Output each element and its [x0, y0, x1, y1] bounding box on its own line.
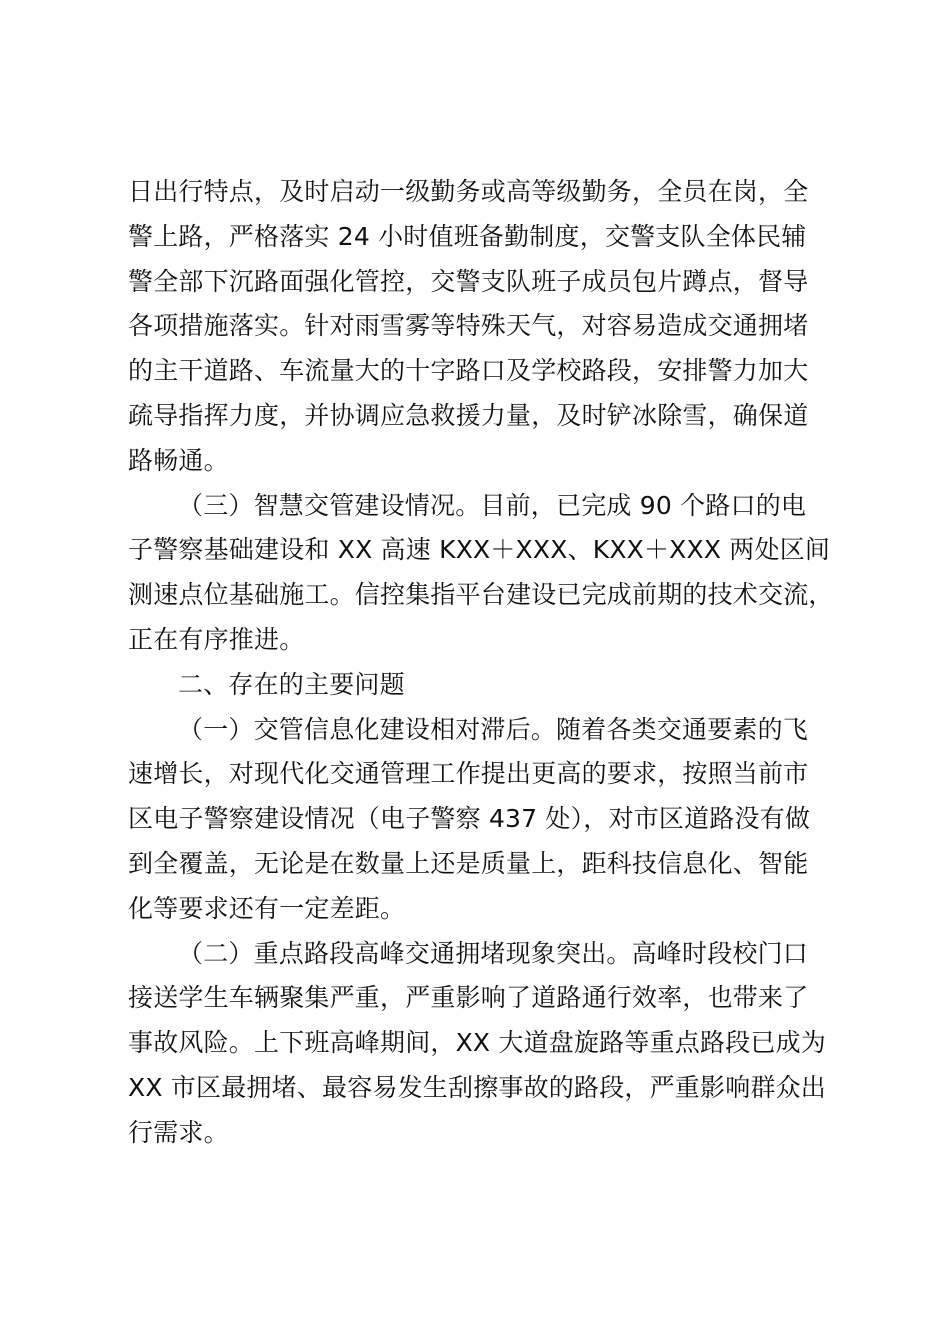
- document-body: [128, 170, 840, 1156]
- text-line: 速增长，对现代化交通管理工作提出更高的要求，按照当前市: [128, 759, 809, 789]
- text-line: 子警察基础建设和 XX 高速 KXX＋XXX、KXX＋XXX 两处区间: [128, 535, 831, 565]
- text-line: 接送学生车辆聚集严重，严重影响了道路通行效率，也带来了: [128, 983, 809, 1013]
- text-line: 正在有序推进。: [128, 624, 305, 654]
- text-line: 到全覆盖，无论是在数量上还是质量上，距科技信息化、智能: [128, 848, 809, 878]
- text-line: 区电子警察建设情况（电子警察 437 处），对市区道路没有做: [128, 804, 811, 834]
- text-line: XX 市区最拥堵、最容易发生刮擦事故的路段，严重影响群众出: [128, 1072, 827, 1102]
- text-line: 的主干道路、车流量大的十字路口及学校路段，安排警力加大: [128, 356, 809, 386]
- text-line: 化等要求还有一定差距。: [128, 893, 406, 923]
- text-line: 各项措施落实。针对雨雪雾等特殊天气，对容易造成交通拥堵: [128, 311, 809, 341]
- paragraph-start-line: （三）智慧交管建设情况。目前，已完成 90 个路口的电: [178, 490, 807, 520]
- text-line: 疏导指挥力度，并协调应急救援力量，及时铲冰除雪，确保道: [128, 400, 809, 430]
- text-line: 日出行特点，及时启动一级勤务或高等级勤务，全员在岗，全: [128, 177, 809, 206]
- text-line: 警上路，严格落实 24 小时值班备勤制度，交警支队全体民辅: [128, 221, 807, 251]
- text-line: 行需求。: [128, 1117, 229, 1147]
- section-heading: 二、存在的主要问题: [178, 669, 405, 699]
- text-line: 事故风险。上下班高峰期间，XX 大道盘旋路等重点路段已成为: [128, 1028, 827, 1058]
- text-line: 警全部下沉路面强化管控，交警支队班子成员包片蹲点，督导: [128, 266, 809, 296]
- paragraph-start-line: （一）交管信息化建设相对滞后。随着各类交通要素的飞: [178, 714, 809, 744]
- paragraph-start-line: （二）重点路段高峰交通拥堵现象突出。高峰时段校门口: [178, 938, 809, 968]
- text-line: 路畅通。: [128, 445, 229, 475]
- text-line: 测速点位基础施工。信控集指平台建设已完成前期的技术交流，: [128, 580, 834, 610]
